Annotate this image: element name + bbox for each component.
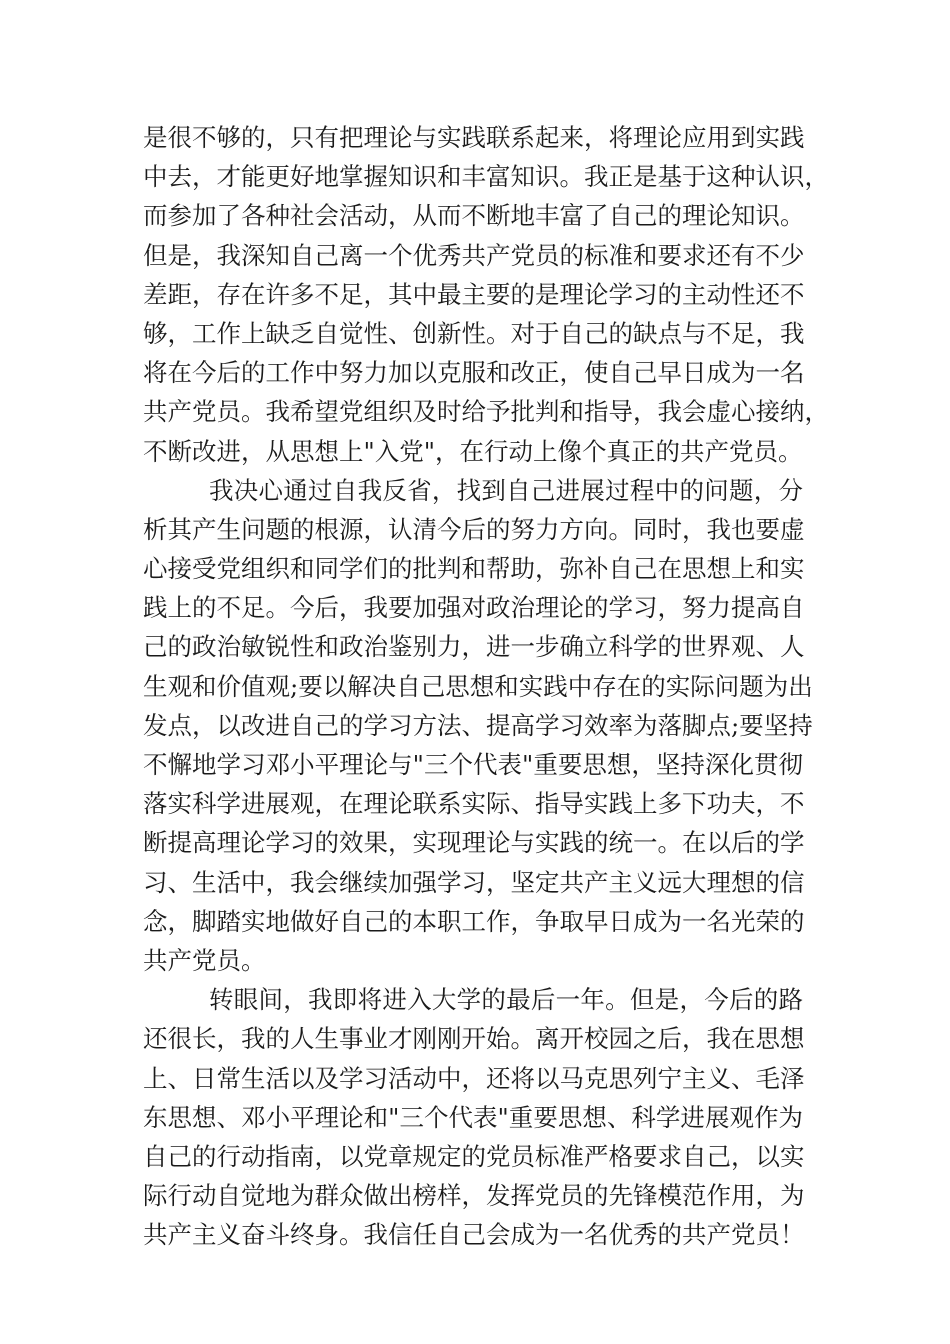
text-line: 践上的不足。今后，我要加强对政治理论的学习，努力提高自 [143, 593, 805, 623]
text-line: 将在今后的工作中努力加以克服和改正，使自己早日成为一名 [143, 358, 805, 388]
text-line: 共产党员。 [143, 945, 266, 975]
text-line: 还很长，我的人生事业才刚刚开始。离开校园之后，我在思想 [143, 1024, 805, 1054]
text-line: 够，工作上缺乏自觉性、创新性。对于自己的缺点与不足，我 [143, 318, 805, 348]
text-line: 际行动自觉地为群众做出榜样，发挥党员的先锋模范作用，为 [143, 1181, 805, 1211]
text-line: 念，脚踏实地做好自己的本职工作，争取早日成为一名光荣的 [143, 906, 805, 936]
text-line: 差距，存在许多不足，其中最主要的是理论学习的主动性还不 [143, 279, 805, 309]
paragraph-first-line: 我决心通过自我反省，找到自己进展过程中的问题，分 [209, 475, 803, 505]
text-line: 心接受党组织和同学们的批判和帮助，弥补自己在思想上和实 [143, 554, 805, 584]
text-line: 析其产生问题的根源，认清今后的努力方向。同时，我也要虚 [143, 514, 805, 544]
body-text [143, 118, 829, 1254]
text-line: 生观和价值观;要以解决自己思想和实践中存在的实际问题为出 [143, 671, 813, 701]
text-line: 上、日常生活以及学习活动中，还将以马克思列宁主义、毛泽 [143, 1063, 805, 1093]
paragraph-first-line: 转眼间，我即将进入大学的最后一年。但是，今后的路 [209, 985, 803, 1015]
text-line: 断提高理论学习的效果，实现理论与实践的统一。在以后的学 [143, 828, 805, 858]
text-line: 自己的行动指南，以党章规定的党员标准严格要求自己，以实 [143, 1141, 805, 1171]
text-line: 不懈地学习邓小平理论与"三个代表"重要思想，坚持深化贯彻 [143, 750, 803, 779]
text-line: 习、生活中，我会继续加强学习，坚定共产主义远大理想的信 [143, 867, 805, 897]
text-line: 而参加了各种社会活动，从而不断地丰富了自己的理论知识。 [143, 201, 805, 231]
text-line: 中去，才能更好地掌握知识和丰富知识。我正是基于这种认识， [143, 162, 829, 192]
text-line: 但是，我深知自己离一个优秀共产党员的标准和要求还有不少 [143, 240, 805, 270]
text-line: 发点，以改进自己的学习方法、提高学习效率为落脚点;要坚持 [143, 710, 813, 740]
text-line: 共产党员。我希望党组织及时给予批判和指导，我会虚心接纳， [143, 397, 829, 427]
text-line: 是很不够的，只有把理论与实践联系起来，将理论应用到实践 [143, 123, 805, 152]
text-line: 东思想、邓小平理论和"三个代表"重要思想、科学进展观作为 [143, 1102, 803, 1132]
text-line: 己的政治敏锐性和政治鉴别力，进一步确立科学的世界观、人 [143, 632, 805, 662]
text-line: 落实科学进展观，在理论联系实际、指导实践上多下功夫，不 [143, 789, 805, 819]
text-line: 共产主义奋斗终身。我信任自己会成为一名优秀的共产党员！ [143, 1220, 805, 1250]
text-line: 不断改进，从思想上"入党"，在行动上像个真正的共产党员。 [143, 436, 803, 466]
